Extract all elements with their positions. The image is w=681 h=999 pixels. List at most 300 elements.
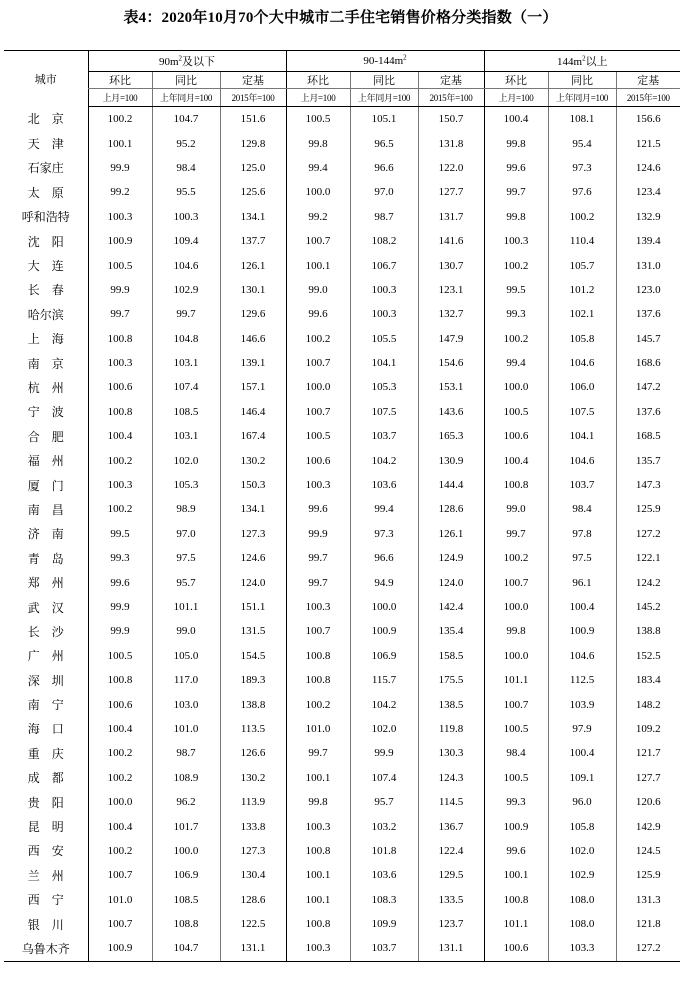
metric-header: 定基: [616, 72, 680, 89]
index-value: 100.7: [88, 912, 152, 936]
index-value: 101.2: [548, 278, 616, 302]
city-name: 上 海: [27, 332, 64, 347]
index-value: 123.7: [418, 912, 484, 936]
index-value: 138.8: [616, 619, 680, 643]
index-value: 100.8: [88, 400, 152, 424]
index-value: 100.0: [286, 180, 350, 204]
index-value: 99.2: [88, 180, 152, 204]
index-value: 121.5: [616, 131, 680, 155]
index-value: 100.8: [484, 888, 548, 912]
index-value: 100.5: [286, 424, 350, 448]
index-value: 96.0: [548, 790, 616, 814]
index-value: 100.2: [88, 107, 152, 132]
index-value: 124.9: [418, 546, 484, 570]
index-value: 100.2: [484, 546, 548, 570]
city-name: 重 庆: [27, 746, 64, 761]
city-name: 西 安: [27, 844, 64, 859]
index-value: 167.4: [220, 424, 286, 448]
index-value: 100.0: [88, 790, 152, 814]
table-row: [4, 644, 680, 668]
city-name: 银 川: [27, 917, 64, 932]
index-value: 105.3: [350, 375, 418, 399]
index-value: 135.4: [418, 619, 484, 643]
index-value: 100.4: [88, 814, 152, 838]
index-value: 100.9: [88, 936, 152, 961]
index-value: 147.2: [616, 375, 680, 399]
index-value: 121.8: [616, 912, 680, 936]
index-value: 100.5: [484, 766, 548, 790]
index-value: 131.1: [220, 936, 286, 961]
index-value: 152.5: [616, 644, 680, 668]
city-name: 青 岛: [27, 551, 64, 566]
index-value: 107.4: [152, 375, 220, 399]
index-value: 100.0: [350, 595, 418, 619]
index-value: 104.2: [350, 692, 418, 716]
city-name: 深 圳: [27, 673, 64, 688]
index-value: 99.9: [350, 741, 418, 765]
index-value: 130.2: [220, 448, 286, 472]
index-value: 137.6: [616, 400, 680, 424]
index-value: 99.6: [286, 302, 350, 326]
table-row: [4, 888, 680, 912]
index-value: 147.3: [616, 473, 680, 497]
index-value: 128.6: [220, 888, 286, 912]
index-value: 100.3: [286, 814, 350, 838]
table-row: [4, 863, 680, 887]
index-value: 99.9: [88, 278, 152, 302]
city-name: 贵 阳: [27, 795, 64, 810]
city-name: 太 原: [27, 185, 64, 200]
city-name: 呼和浩特: [21, 210, 70, 225]
index-value: 112.5: [548, 668, 616, 692]
index-value: 101.0: [152, 717, 220, 741]
index-value: 106.7: [350, 253, 418, 277]
index-value: 100.8: [484, 473, 548, 497]
table-row: [4, 156, 680, 180]
city-name: 西 宁: [27, 893, 64, 908]
index-value: 103.6: [350, 863, 418, 887]
table-row: [4, 229, 680, 253]
city-name: 海 口: [27, 722, 64, 737]
index-value: 124.6: [616, 156, 680, 180]
index-value: 97.6: [548, 180, 616, 204]
index-value: 100.7: [286, 351, 350, 375]
index-value: 114.5: [418, 790, 484, 814]
index-value: 100.9: [350, 619, 418, 643]
index-value: 108.0: [548, 888, 616, 912]
metric-header: 定基: [220, 72, 286, 89]
index-value: 99.5: [88, 522, 152, 546]
index-value: 145.7: [616, 327, 680, 351]
index-value: 108.1: [548, 107, 616, 132]
index-value: 108.5: [152, 400, 220, 424]
index-value: 129.5: [418, 863, 484, 887]
metric-header: 定基: [418, 72, 484, 89]
index-value: 100.2: [484, 327, 548, 351]
index-value: 95.5: [152, 180, 220, 204]
index-value: 148.2: [616, 692, 680, 716]
table-row: [4, 912, 680, 936]
index-value: 122.5: [220, 912, 286, 936]
index-value: 128.6: [418, 497, 484, 521]
table-row: [4, 570, 680, 594]
index-value: 100.4: [548, 595, 616, 619]
index-value: 146.4: [220, 400, 286, 424]
index-value: 131.3: [616, 888, 680, 912]
index-value: 123.0: [616, 278, 680, 302]
index-value: 100.7: [286, 619, 350, 643]
index-value: 100.2: [88, 839, 152, 863]
index-value: 108.3: [350, 888, 418, 912]
index-value: 139.1: [220, 351, 286, 375]
index-value: 100.9: [548, 619, 616, 643]
index-value: 130.3: [418, 741, 484, 765]
index-value: 100.4: [484, 107, 548, 132]
index-value: 99.3: [88, 546, 152, 570]
table-row: [4, 400, 680, 424]
index-value: 134.1: [220, 497, 286, 521]
index-value: 127.2: [616, 522, 680, 546]
index-value: 136.7: [418, 814, 484, 838]
index-value: 104.6: [548, 644, 616, 668]
index-value: 99.8: [484, 131, 548, 155]
index-value: 156.6: [616, 107, 680, 132]
index-value: 119.8: [418, 717, 484, 741]
index-value: 100.0: [484, 595, 548, 619]
index-value: 146.6: [220, 327, 286, 351]
index-value: 124.5: [616, 839, 680, 863]
city-name: 大 连: [27, 259, 64, 274]
index-value: 100.1: [286, 766, 350, 790]
table-row: [4, 619, 680, 643]
index-value: 100.7: [484, 692, 548, 716]
index-value: 99.6: [88, 570, 152, 594]
city-name: 福 州: [27, 454, 64, 469]
base-header: 上月=100: [88, 89, 152, 107]
index-value: 100.7: [88, 863, 152, 887]
index-value: 99.9: [88, 619, 152, 643]
index-value: 100.8: [286, 912, 350, 936]
index-value: 99.7: [152, 302, 220, 326]
index-value: 107.5: [350, 400, 418, 424]
city-name: 石家庄: [27, 161, 64, 176]
index-value: 99.0: [152, 619, 220, 643]
group-header-large: $144m^2$以上: [484, 51, 680, 72]
index-value: 104.7: [152, 936, 220, 961]
index-value: 105.8: [548, 814, 616, 838]
index-value: 175.5: [418, 668, 484, 692]
index-value: 99.8: [484, 205, 548, 229]
index-value: 109.4: [152, 229, 220, 253]
index-value: 104.2: [350, 448, 418, 472]
index-value: 100.5: [88, 644, 152, 668]
index-value: 100.6: [88, 692, 152, 716]
metric-header: 环比: [88, 72, 152, 89]
index-value: 100.2: [88, 448, 152, 472]
index-value: 99.8: [286, 790, 350, 814]
index-value: 100.1: [88, 131, 152, 155]
index-value: 100.0: [286, 375, 350, 399]
index-value: 99.8: [286, 131, 350, 155]
city-column-header: 城市: [4, 51, 88, 107]
index-value: 117.0: [152, 668, 220, 692]
index-value: 103.0: [152, 692, 220, 716]
table-row: [4, 595, 680, 619]
index-value: 127.2: [616, 936, 680, 961]
base-header: 上月=100: [286, 89, 350, 107]
index-value: 130.4: [220, 863, 286, 887]
index-value: 122.4: [418, 839, 484, 863]
index-value: 95.2: [152, 131, 220, 155]
index-value: 139.4: [616, 229, 680, 253]
index-value: 121.7: [616, 741, 680, 765]
price-index-table: [4, 50, 680, 962]
index-value: 99.4: [350, 497, 418, 521]
index-value: 99.4: [484, 351, 548, 375]
index-value: 99.6: [286, 497, 350, 521]
table-row: [4, 790, 680, 814]
index-value: 100.2: [548, 205, 616, 229]
index-value: 151.1: [220, 595, 286, 619]
index-value: 100.4: [548, 741, 616, 765]
index-value: 109.9: [350, 912, 418, 936]
table-row: [4, 375, 680, 399]
city-name: 广 州: [27, 649, 64, 664]
index-value: 137.6: [616, 302, 680, 326]
index-value: 100.0: [484, 644, 548, 668]
base-header: 2015年=100: [418, 89, 484, 107]
index-value: 138.8: [220, 692, 286, 716]
index-value: 107.4: [350, 766, 418, 790]
index-value: 145.2: [616, 595, 680, 619]
index-value: 105.1: [350, 107, 418, 132]
table-row: [4, 302, 680, 326]
index-value: 130.1: [220, 278, 286, 302]
table-row: [4, 107, 680, 132]
index-value: 131.0: [616, 253, 680, 277]
index-value: 110.4: [548, 229, 616, 253]
index-value: 99.7: [484, 522, 548, 546]
index-value: 122.1: [616, 546, 680, 570]
index-value: 96.1: [548, 570, 616, 594]
table-body: [4, 107, 680, 962]
city-name: 成 都: [27, 771, 64, 786]
index-value: 95.7: [152, 570, 220, 594]
index-value: 98.4: [152, 156, 220, 180]
index-value: 131.1: [418, 936, 484, 961]
table-row: [4, 839, 680, 863]
index-value: 108.2: [350, 229, 418, 253]
index-value: 142.4: [418, 595, 484, 619]
index-value: 99.9: [88, 156, 152, 180]
city-name: 长 春: [27, 283, 64, 298]
index-value: 135.7: [616, 448, 680, 472]
index-value: 100.8: [88, 668, 152, 692]
table-row: [4, 253, 680, 277]
index-value: 129.6: [220, 302, 286, 326]
index-value: 103.9: [548, 692, 616, 716]
index-value: 189.3: [220, 668, 286, 692]
index-value: 143.6: [418, 400, 484, 424]
index-value: 106.9: [152, 863, 220, 887]
index-value: 100.9: [88, 229, 152, 253]
index-value: 123.4: [616, 180, 680, 204]
index-value: 131.5: [220, 619, 286, 643]
index-value: 101.0: [286, 717, 350, 741]
city-name: 南 宁: [27, 698, 64, 713]
index-value: 120.6: [616, 790, 680, 814]
index-value: 151.6: [220, 107, 286, 132]
index-value: 104.6: [548, 351, 616, 375]
index-value: 100.4: [484, 448, 548, 472]
index-value: 123.1: [418, 278, 484, 302]
index-value: 100.5: [286, 107, 350, 132]
index-value: 95.7: [350, 790, 418, 814]
index-value: 97.5: [548, 546, 616, 570]
city-name: 武 汉: [27, 600, 64, 615]
index-value: 96.6: [350, 156, 418, 180]
index-value: 97.0: [152, 522, 220, 546]
city-name: 北 京: [27, 112, 64, 127]
metric-header: 同比: [350, 72, 418, 89]
index-value: 133.8: [220, 814, 286, 838]
metric-header: 同比: [548, 72, 616, 89]
index-value: 96.6: [350, 546, 418, 570]
table-row: [4, 546, 680, 570]
city-name: 南 京: [27, 356, 64, 371]
index-value: 98.7: [350, 205, 418, 229]
index-value: 99.6: [484, 839, 548, 863]
index-value: 100.3: [350, 278, 418, 302]
index-value: 125.0: [220, 156, 286, 180]
index-value: 100.0: [484, 375, 548, 399]
index-value: 99.7: [286, 741, 350, 765]
group-header-medium: $90-144m^2$: [286, 51, 484, 72]
index-value: 109.2: [616, 717, 680, 741]
index-value: 100.3: [152, 205, 220, 229]
index-value: 154.6: [418, 351, 484, 375]
index-value: 100.3: [88, 473, 152, 497]
index-value: 100.1: [484, 863, 548, 887]
base-header: 上月=100: [484, 89, 548, 107]
table-row: [4, 936, 680, 961]
index-value: 131.7: [418, 205, 484, 229]
table-row: [4, 205, 680, 229]
index-value: 105.5: [350, 327, 418, 351]
index-value: 100.4: [88, 424, 152, 448]
index-value: 115.7: [350, 668, 418, 692]
index-value: 133.5: [418, 888, 484, 912]
index-value: 108.9: [152, 766, 220, 790]
index-value: 100.7: [484, 570, 548, 594]
index-value: 103.2: [350, 814, 418, 838]
index-value: 99.7: [286, 546, 350, 570]
index-value: 100.3: [286, 936, 350, 961]
index-value: 102.0: [350, 717, 418, 741]
index-value: 98.4: [484, 741, 548, 765]
table-title: 表4：2020年10月70个大中城市二手住宅销售价格分类指数（一）: [123, 10, 558, 26]
city-name: 郑 州: [27, 576, 64, 591]
table-row: [4, 473, 680, 497]
index-value: 127.7: [418, 180, 484, 204]
index-value: 99.3: [484, 790, 548, 814]
index-value: 104.1: [350, 351, 418, 375]
index-value: 132.9: [616, 205, 680, 229]
index-value: 104.1: [548, 424, 616, 448]
index-value: 105.8: [548, 327, 616, 351]
index-value: 127.3: [220, 522, 286, 546]
index-value: 97.5: [152, 546, 220, 570]
index-value: 101.8: [350, 839, 418, 863]
city-name: 沈 阳: [27, 234, 64, 249]
index-value: 103.6: [350, 473, 418, 497]
index-value: 99.9: [286, 522, 350, 546]
table-row: [4, 351, 680, 375]
metric-header: 环比: [484, 72, 548, 89]
table-row: [4, 278, 680, 302]
index-value: 100.4: [88, 717, 152, 741]
city-name: 天 津: [27, 137, 64, 152]
base-header: 上年同月=100: [152, 89, 220, 107]
index-value: 104.7: [152, 107, 220, 132]
index-value: 101.1: [484, 912, 548, 936]
table-row: [4, 131, 680, 155]
index-value: 158.5: [418, 644, 484, 668]
index-value: 100.8: [286, 668, 350, 692]
index-value: 113.9: [220, 790, 286, 814]
index-value: 106.0: [548, 375, 616, 399]
table-row: [4, 327, 680, 351]
table-row: [4, 766, 680, 790]
group-header-small: $90m^2$及以下: [88, 51, 286, 72]
index-value: 102.0: [152, 448, 220, 472]
index-value: 147.9: [418, 327, 484, 351]
index-value: 100.3: [286, 473, 350, 497]
index-value: 102.9: [152, 278, 220, 302]
index-value: 100.2: [88, 741, 152, 765]
index-value: 130.9: [418, 448, 484, 472]
index-value: 97.8: [548, 522, 616, 546]
index-value: 107.5: [548, 400, 616, 424]
index-value: 101.1: [152, 595, 220, 619]
base-header: 2015年=100: [616, 89, 680, 107]
base-header: 上年同月=100: [548, 89, 616, 107]
city-name: 合 肥: [27, 429, 64, 444]
index-value: 165.3: [418, 424, 484, 448]
index-value: 105.7: [548, 253, 616, 277]
index-value: 97.0: [350, 180, 418, 204]
table-row: [4, 717, 680, 741]
city-name: 杭 州: [27, 380, 64, 395]
index-value: 100.3: [88, 205, 152, 229]
table-header: [4, 51, 680, 107]
index-value: 141.6: [418, 229, 484, 253]
index-value: 100.2: [286, 327, 350, 351]
index-value: 99.2: [286, 205, 350, 229]
index-value: 96.5: [350, 131, 418, 155]
table-row: [4, 180, 680, 204]
index-value: 168.5: [616, 424, 680, 448]
index-value: 99.0: [286, 278, 350, 302]
index-value: 144.4: [418, 473, 484, 497]
index-value: 100.9: [484, 814, 548, 838]
index-value: 150.3: [220, 473, 286, 497]
index-value: 105.3: [152, 473, 220, 497]
index-value: 108.0: [548, 912, 616, 936]
index-value: 100.5: [484, 400, 548, 424]
index-value: 134.1: [220, 205, 286, 229]
index-value: 100.6: [286, 448, 350, 472]
